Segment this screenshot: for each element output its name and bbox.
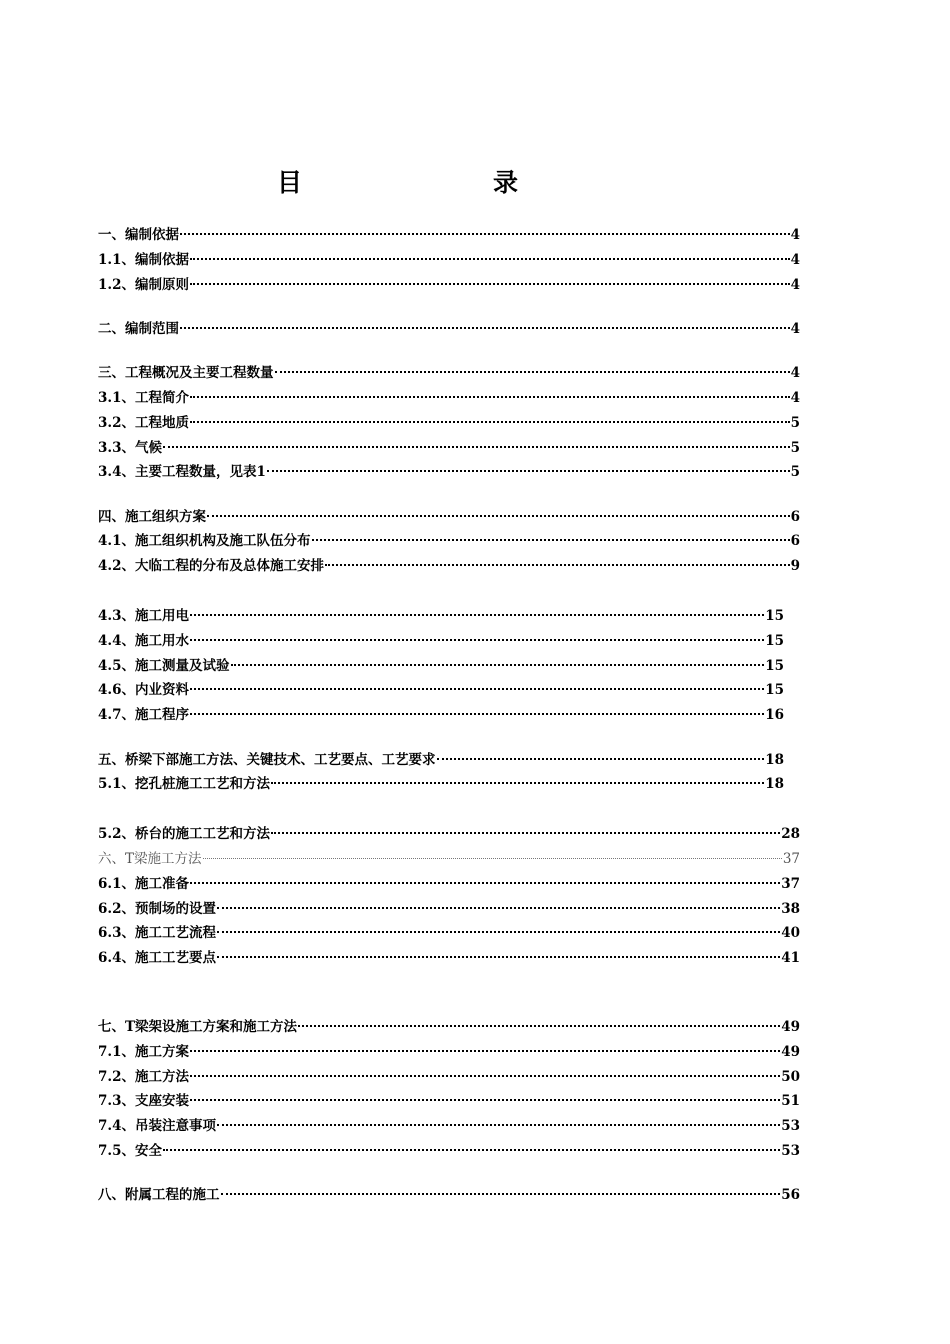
dot-leader xyxy=(190,1075,780,1077)
toc-entry-label: 4.6、内业资料 xyxy=(98,682,189,699)
toc-entry-label: 三、工程概况及主要工程数量 xyxy=(98,365,274,382)
toc-entry[interactable] xyxy=(98,460,800,485)
toc-entry[interactable] xyxy=(98,847,800,872)
toc-entry-label: 7.3、支座安装 xyxy=(98,1093,189,1110)
toc-entry-page: 4 xyxy=(790,320,800,337)
dot-leader xyxy=(217,931,780,933)
toc-entry[interactable] xyxy=(98,604,784,629)
dot-leader xyxy=(190,614,764,616)
toc-entry[interactable] xyxy=(98,361,800,386)
dot-leader xyxy=(190,421,790,423)
dot-leader xyxy=(221,1193,781,1195)
toc-entry-page: 4 xyxy=(790,389,800,406)
toc-entry-label: 6.1、施工准备 xyxy=(98,875,189,892)
toc-entry[interactable] xyxy=(98,1183,800,1208)
toc-entry-label: 3.2、工程地质 xyxy=(98,414,189,431)
toc-entry-page: 6 xyxy=(790,508,800,525)
table-of-contents xyxy=(98,223,800,1208)
toc-entry-page: 6 xyxy=(790,533,800,550)
dot-leader xyxy=(275,371,790,373)
toc-entry-page: 5 xyxy=(790,439,800,456)
toc-entry[interactable] xyxy=(98,223,800,248)
toc-entry[interactable] xyxy=(98,1040,800,1065)
dot-leader xyxy=(190,688,764,690)
dot-leader xyxy=(190,396,790,398)
toc-entry-page: 15 xyxy=(765,657,784,674)
toc-entry-page: 53 xyxy=(781,1142,800,1159)
toc-entry[interactable] xyxy=(98,411,800,436)
toc-entry-label: 4.2、大临工程的分布及总体施工安排 xyxy=(98,558,324,575)
dot-leader xyxy=(190,1099,780,1101)
dot-leader xyxy=(437,758,765,760)
toc-entry-label: 七、T梁架设施工方案和施工方法 xyxy=(98,1018,298,1035)
dot-leader xyxy=(271,832,780,834)
dot-leader xyxy=(190,1050,780,1052)
toc-entry[interactable] xyxy=(98,872,800,897)
toc-entry[interactable] xyxy=(98,248,800,273)
toc-entry-page: 4 xyxy=(790,276,800,293)
toc-entry-label: 7.2、施工方法 xyxy=(98,1068,189,1085)
toc-entry-label: 1.1、编制依据 xyxy=(98,251,189,268)
toc-entry-label: 4.1、施工组织机构及施工队伍分布 xyxy=(98,533,311,550)
dot-leader xyxy=(217,956,780,958)
toc-entry[interactable] xyxy=(98,703,784,728)
toc-entry-page: 18 xyxy=(765,751,784,768)
dot-leader xyxy=(180,327,790,329)
dot-leader xyxy=(190,639,764,641)
dot-leader xyxy=(298,1025,780,1027)
toc-entry-page: 4 xyxy=(790,365,800,382)
toc-entry[interactable] xyxy=(98,921,800,946)
toc-entry[interactable] xyxy=(98,436,800,461)
toc-entry[interactable] xyxy=(98,273,800,298)
toc-entry-label: 4.4、施工用水 xyxy=(98,632,189,649)
toc-entry[interactable] xyxy=(98,822,800,847)
toc-entry[interactable] xyxy=(98,505,800,530)
title-char-2: 录 xyxy=(493,168,519,197)
toc-entry-page: 4 xyxy=(790,227,800,243)
toc-entry[interactable] xyxy=(98,629,784,654)
toc-entry-page: 28 xyxy=(781,826,800,843)
toc-entry[interactable] xyxy=(98,772,784,797)
dot-leader xyxy=(325,564,790,566)
toc-entry-page: 53 xyxy=(781,1118,800,1135)
toc-entry[interactable] xyxy=(98,317,800,342)
dot-leader xyxy=(267,470,790,472)
toc-entry[interactable] xyxy=(98,1015,800,1040)
toc-entry-page: 9 xyxy=(790,558,800,575)
toc-entry-page: 49 xyxy=(781,1043,800,1060)
toc-entry[interactable] xyxy=(98,1139,800,1164)
toc-entry-page: 56 xyxy=(781,1187,800,1204)
dot-leader xyxy=(180,233,790,235)
toc-entry-page: 49 xyxy=(781,1018,800,1035)
toc-entry-label: 二、编制范围 xyxy=(98,320,179,337)
toc-entry-label: 4.7、施工程序 xyxy=(98,707,189,724)
toc-entry-page: 5 xyxy=(790,464,800,481)
toc-entry-label: 一、编制依据 xyxy=(98,227,179,243)
toc-entry-page: 37 xyxy=(782,850,800,867)
toc-entry-label: 7.4、吊装注意事项 xyxy=(98,1118,216,1135)
toc-entry-label: 6.2、预制场的设置 xyxy=(98,900,216,917)
toc-entry[interactable] xyxy=(98,946,800,971)
toc-entry-label: 六、T梁施工方法 xyxy=(98,850,202,867)
dot-leader xyxy=(312,539,790,541)
toc-entry-label: 五、桥梁下部施工方法、关键技术、工艺要点、工艺要求 xyxy=(98,751,436,768)
toc-entry-label: 4.3、施工用电 xyxy=(98,608,189,625)
toc-entry-label: 4.5、施工测量及试验 xyxy=(98,657,230,674)
toc-entry-label: 1.2、编制原则 xyxy=(98,276,189,293)
toc-entry[interactable] xyxy=(98,748,784,773)
toc-entry[interactable] xyxy=(98,554,800,579)
dot-leader xyxy=(207,515,790,517)
toc-entry[interactable] xyxy=(98,897,800,922)
toc-entry-page: 50 xyxy=(781,1068,800,1085)
toc-entry-label: 6.4、施工工艺要点 xyxy=(98,950,216,967)
toc-entry-page: 41 xyxy=(781,950,800,967)
toc-entry-label: 6.3、施工工艺流程 xyxy=(98,925,216,942)
toc-entry-label: 5.1、挖孔桩施工工艺和方法 xyxy=(98,776,270,793)
toc-entry[interactable] xyxy=(98,529,800,554)
toc-entry-page: 5 xyxy=(790,414,800,431)
toc-entry-label: 5.2、桥台的施工工艺和方法 xyxy=(98,826,270,843)
toc-entry-page: 51 xyxy=(781,1093,800,1110)
dot-leader xyxy=(217,1124,780,1126)
toc-entry-page: 15 xyxy=(765,608,784,625)
dot-leader xyxy=(231,664,765,666)
toc-entry-page: 4 xyxy=(790,251,800,268)
toc-entry-label: 3.3、气候 xyxy=(98,439,162,456)
toc-entry-page: 40 xyxy=(781,925,800,942)
toc-entry-page: 18 xyxy=(765,776,784,793)
toc-entry-label: 3.4、主要工程数量，见表1 xyxy=(98,464,266,481)
toc-entry-label: 四、施工组织方案 xyxy=(98,508,206,525)
dot-leader xyxy=(190,283,790,285)
toc-entry-page: 15 xyxy=(765,632,784,649)
toc-entry-page: 38 xyxy=(781,900,800,917)
toc-entry[interactable] xyxy=(98,654,784,679)
toc-entry-label: 7.5、安全 xyxy=(98,1142,162,1159)
dot-leader xyxy=(190,258,790,260)
toc-entry[interactable] xyxy=(98,386,800,411)
dot-leader xyxy=(190,713,764,715)
toc-entry-page: 37 xyxy=(781,875,800,892)
toc-entry-page: 15 xyxy=(765,682,784,699)
toc-title xyxy=(0,163,950,199)
dot-leader xyxy=(217,907,780,909)
dot-leader xyxy=(271,782,764,784)
dot-leader xyxy=(163,1149,780,1151)
dot-leader xyxy=(203,858,782,859)
toc-entry[interactable] xyxy=(98,1114,800,1139)
toc-entry[interactable] xyxy=(98,678,784,703)
toc-entry-label: 3.1、工程简介 xyxy=(98,389,189,406)
dot-leader xyxy=(190,882,780,884)
toc-entry-label: 八、附属工程的施工 xyxy=(98,1187,220,1204)
toc-entry[interactable] xyxy=(98,1065,800,1090)
title-char-1: 目 xyxy=(277,168,303,197)
toc-entry-label: 7.1、施工方案 xyxy=(98,1043,189,1060)
toc-entry-page: 16 xyxy=(765,707,784,724)
dot-leader xyxy=(163,446,790,448)
toc-entry[interactable] xyxy=(98,1089,800,1114)
